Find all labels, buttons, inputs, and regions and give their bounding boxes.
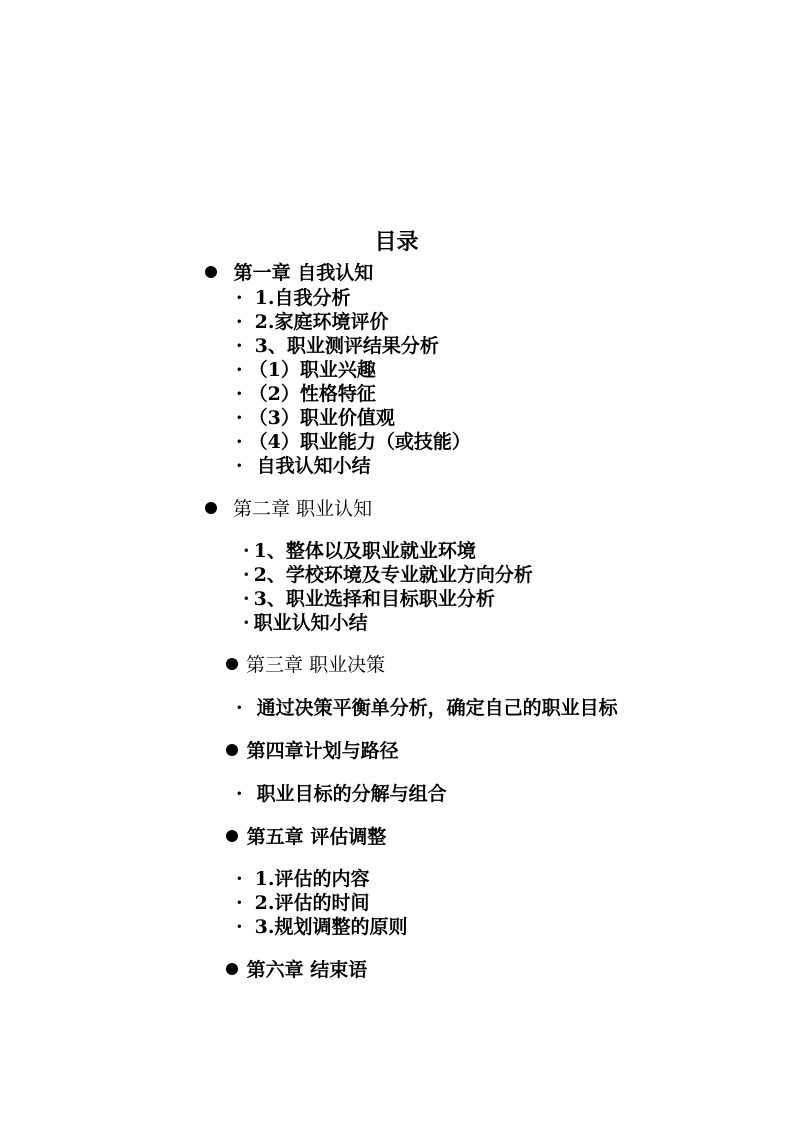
bullet-icon: · <box>236 697 243 719</box>
toc-item: · （1）职业兴趣 <box>236 359 376 381</box>
toc-item: · （2）性格特征 <box>236 383 376 405</box>
toc-item: · 3.规划调整的原则 <box>236 916 408 938</box>
bullet-icon: · <box>236 383 243 405</box>
bullet-icon: · <box>243 612 250 634</box>
chapter-heading: 第五章 评估调整 <box>226 825 386 849</box>
bullet-icon <box>226 830 238 842</box>
toc-item: · （3）职业价值观 <box>236 407 395 429</box>
toc-item: · 2.家庭环境评价 <box>236 311 389 333</box>
bullet-icon <box>226 744 238 756</box>
toc-item: · （4）职业能力（或技能） <box>236 431 471 453</box>
toc-title: 目录 <box>374 229 419 255</box>
chapter-heading: 第三章 职业决策 <box>226 653 385 677</box>
bullet-icon: · <box>243 564 250 586</box>
toc-item: · 职业认知小结 <box>243 612 368 634</box>
bullet-icon: · <box>236 311 243 333</box>
bullet-icon: · <box>236 359 243 381</box>
bullet-icon: · <box>236 783 243 805</box>
toc-item: · 2、学校环境及专业就业方向分析 <box>243 564 533 586</box>
bullet-icon: · <box>243 588 250 610</box>
bullet-icon: · <box>236 287 243 309</box>
bullet-icon: · <box>236 868 243 890</box>
chapter-heading: 第二章 职业认知 <box>205 497 372 521</box>
toc-item: · 1.自我分析 <box>236 287 351 309</box>
bullet-icon <box>205 266 217 278</box>
toc-item: · 2.评估的时间 <box>236 892 370 914</box>
bullet-icon: · <box>243 540 250 562</box>
bullet-icon: · <box>236 431 243 453</box>
chapter-heading: 第四章计划与路径 <box>226 739 399 763</box>
toc-item: · 3、职业测评结果分析 <box>236 335 439 357</box>
bullet-icon: · <box>236 916 243 938</box>
toc-item: · 3、职业选择和目标职业分析 <box>243 588 495 610</box>
bullet-icon <box>226 963 238 975</box>
toc-item: · 通过决策平衡单分析，确定自己的职业目标 <box>236 697 618 719</box>
chapter-heading: 第一章 自我认知 <box>205 261 373 285</box>
bullet-icon <box>205 502 217 514</box>
bullet-icon: · <box>236 335 243 357</box>
bullet-icon: · <box>236 407 243 429</box>
bullet-icon <box>226 658 238 670</box>
toc-item: · 1.评估的内容 <box>236 868 370 890</box>
bullet-icon: · <box>236 455 243 477</box>
bullet-icon: · <box>236 892 243 914</box>
chapter-heading: 第六章 结束语 <box>226 958 367 982</box>
toc-item: · 职业目标的分解与组合 <box>236 783 447 805</box>
toc-item: · 自我认知小结 <box>236 455 371 477</box>
toc-item: · 1、整体以及职业就业环境 <box>243 540 476 562</box>
